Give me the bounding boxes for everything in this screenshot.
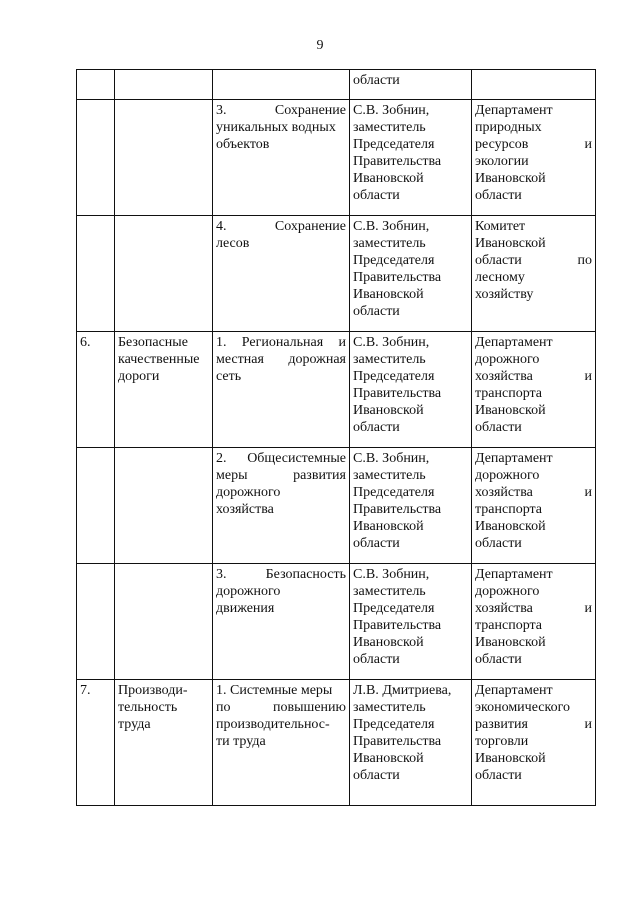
cell-line: С.В. Зобнин, bbox=[353, 335, 430, 350]
cell-line: Безопасные bbox=[118, 335, 188, 350]
cell-line: Правительства bbox=[353, 618, 442, 633]
cell-line: Ивановской bbox=[475, 519, 546, 534]
cell-line: Департамент bbox=[475, 451, 553, 466]
curator-cell bbox=[350, 332, 472, 448]
projects-table bbox=[76, 69, 596, 806]
cell-line: Ивановской bbox=[475, 236, 546, 251]
department-cell bbox=[472, 216, 596, 332]
cell-line: экологии bbox=[475, 154, 529, 169]
cell-line: заместитель bbox=[353, 236, 426, 251]
cell-line: заместитель bbox=[353, 468, 426, 483]
cell-line: Л.В. Дмитриева, bbox=[353, 683, 452, 698]
cell-line: экономического bbox=[475, 700, 570, 715]
curator-cell bbox=[350, 448, 472, 564]
cell-line: Председателя bbox=[353, 137, 435, 152]
cell-line: сеть bbox=[216, 369, 242, 384]
curator-cell bbox=[350, 100, 472, 216]
cell-line: области по bbox=[475, 253, 592, 268]
project-name-cell bbox=[115, 216, 213, 332]
cell-line: заместитель bbox=[353, 352, 426, 367]
cell-line: транспорта bbox=[475, 502, 543, 517]
cell-line: 3. Безопасность bbox=[216, 567, 346, 582]
cell-line: Правительства bbox=[353, 154, 442, 169]
cell-line: объектов bbox=[216, 137, 270, 152]
cell-line: Правительства bbox=[353, 734, 442, 749]
cell-line: тельность bbox=[118, 700, 178, 715]
cell-line: производительнос- bbox=[216, 717, 330, 732]
cell-line: заместитель bbox=[353, 120, 426, 135]
cell-line: транспорта bbox=[475, 618, 543, 633]
cell-line: качественные bbox=[118, 352, 200, 367]
row-number-cell bbox=[77, 564, 115, 680]
cell-line: Ивановской bbox=[475, 635, 546, 650]
cell-line: Департамент bbox=[475, 103, 553, 118]
table-row bbox=[77, 100, 596, 216]
department-cell bbox=[472, 448, 596, 564]
cell-line: С.В. Зобнин, bbox=[353, 103, 430, 118]
department-cell bbox=[472, 564, 596, 680]
cell-line: хозяйства bbox=[216, 502, 274, 517]
cell-line: 3. Сохранение bbox=[216, 103, 346, 118]
department-cell bbox=[472, 70, 596, 100]
curator-cell bbox=[350, 680, 472, 806]
cell-line: области bbox=[353, 420, 400, 435]
department-cell bbox=[472, 100, 596, 216]
cell-line: Председателя bbox=[353, 601, 435, 616]
cell-line: Департамент bbox=[475, 683, 553, 698]
cell-line: Ивановской bbox=[475, 751, 546, 766]
cell-line: транспорта bbox=[475, 386, 543, 401]
cell-line: 6. bbox=[80, 335, 91, 350]
cell-line: хозяйства и bbox=[475, 485, 592, 500]
cell-line: С.В. Зобнин, bbox=[353, 567, 430, 582]
measure-cell bbox=[213, 564, 350, 680]
cell-line: природных bbox=[475, 120, 542, 135]
cell-line: области bbox=[353, 188, 400, 203]
cell-line: лесов bbox=[216, 236, 250, 251]
cell-line: Ивановской bbox=[353, 635, 424, 650]
table-row bbox=[77, 70, 596, 100]
cell-line: заместитель bbox=[353, 584, 426, 599]
cell-line: Правительства bbox=[353, 502, 442, 517]
row-number-cell bbox=[77, 448, 115, 564]
cell-line: Производи- bbox=[118, 683, 188, 698]
cell-line: С.В. Зобнин, bbox=[353, 451, 430, 466]
cell-line: Правительства bbox=[353, 386, 442, 401]
cell-line: уникальных водных bbox=[216, 120, 336, 135]
cell-line: Председателя bbox=[353, 485, 435, 500]
cell-line: местная дорожная bbox=[216, 352, 346, 367]
project-name-cell bbox=[115, 680, 213, 806]
table-row bbox=[77, 448, 596, 564]
row-number-cell bbox=[77, 70, 115, 100]
cell-line: дорожного bbox=[475, 584, 540, 599]
cell-line: дороги bbox=[118, 369, 160, 384]
table-body bbox=[77, 70, 596, 806]
cell-line: 4. Сохранение bbox=[216, 219, 346, 234]
cell-line: ресурсов и bbox=[475, 137, 592, 152]
cell-line: хозяйства и bbox=[475, 601, 592, 616]
cell-line: области bbox=[475, 420, 522, 435]
table-row bbox=[77, 564, 596, 680]
department-cell bbox=[472, 332, 596, 448]
cell-line: Ивановской bbox=[353, 403, 424, 418]
cell-line: хозяйства и bbox=[475, 369, 592, 384]
cell-line: 1. Региональная и bbox=[216, 335, 346, 350]
cell-line: развития и bbox=[475, 717, 592, 732]
project-name-cell bbox=[115, 100, 213, 216]
cell-line: Департамент bbox=[475, 335, 553, 350]
cell-line: области bbox=[353, 73, 400, 88]
cell-line: ти труда bbox=[216, 734, 266, 749]
cell-line: Ивановской bbox=[353, 171, 424, 186]
cell-line: Ивановской bbox=[353, 519, 424, 534]
row-number-cell bbox=[77, 100, 115, 216]
cell-line: хозяйству bbox=[475, 287, 534, 302]
cell-line: области bbox=[475, 652, 522, 667]
project-name-cell bbox=[115, 70, 213, 100]
cell-line: Председателя bbox=[353, 369, 435, 384]
cell-line: области bbox=[353, 536, 400, 551]
cell-line: С.В. Зобнин, bbox=[353, 219, 430, 234]
measure-cell bbox=[213, 680, 350, 806]
cell-line: дорожного bbox=[216, 584, 281, 599]
cell-line: заместитель bbox=[353, 700, 426, 715]
cell-line: области bbox=[475, 188, 522, 203]
measure-cell bbox=[213, 216, 350, 332]
department-cell bbox=[472, 680, 596, 806]
cell-line: меры развития bbox=[216, 468, 346, 483]
cell-line: лесному bbox=[475, 270, 525, 285]
cell-line: Департамент bbox=[475, 567, 553, 582]
cell-line: 2. Общесистемные bbox=[216, 451, 346, 466]
curator-cell bbox=[350, 564, 472, 680]
table-row bbox=[77, 332, 596, 448]
curator-cell bbox=[350, 216, 472, 332]
measure-cell bbox=[213, 448, 350, 564]
cell-line: Ивановской bbox=[353, 751, 424, 766]
cell-line: области bbox=[353, 304, 400, 319]
table-row bbox=[77, 680, 596, 806]
cell-line: 7. bbox=[80, 683, 91, 698]
row-number-cell bbox=[77, 680, 115, 806]
cell-line: труда bbox=[118, 717, 151, 732]
cell-line: движения bbox=[216, 601, 275, 616]
page-number: 9 bbox=[316, 38, 324, 53]
cell-line: Председателя bbox=[353, 253, 435, 268]
row-number-cell bbox=[77, 332, 115, 448]
cell-line: по повышению bbox=[216, 700, 346, 715]
cell-line: торговли bbox=[475, 734, 529, 749]
table-row bbox=[77, 216, 596, 332]
cell-line: области bbox=[475, 536, 522, 551]
curator-cell bbox=[350, 70, 472, 100]
cell-line: дорожного bbox=[216, 485, 281, 500]
project-name-cell bbox=[115, 332, 213, 448]
cell-line: 1. Системные меры bbox=[216, 683, 333, 698]
measure-cell bbox=[213, 100, 350, 216]
row-number-cell bbox=[77, 216, 115, 332]
cell-line: Ивановской bbox=[475, 171, 546, 186]
cell-line: дорожного bbox=[475, 352, 540, 367]
cell-line: области bbox=[353, 768, 400, 783]
cell-line: Правительства bbox=[353, 270, 442, 285]
cell-line: Ивановской bbox=[475, 403, 546, 418]
measure-cell bbox=[213, 70, 350, 100]
cell-line: Председателя bbox=[353, 717, 435, 732]
project-name-cell bbox=[115, 564, 213, 680]
project-name-cell bbox=[115, 448, 213, 564]
cell-line: Ивановской bbox=[353, 287, 424, 302]
cell-line: области bbox=[475, 768, 522, 783]
cell-line: области bbox=[353, 652, 400, 667]
measure-cell bbox=[213, 332, 350, 448]
cell-line: Комитет bbox=[475, 219, 526, 234]
cell-line: дорожного bbox=[475, 468, 540, 483]
